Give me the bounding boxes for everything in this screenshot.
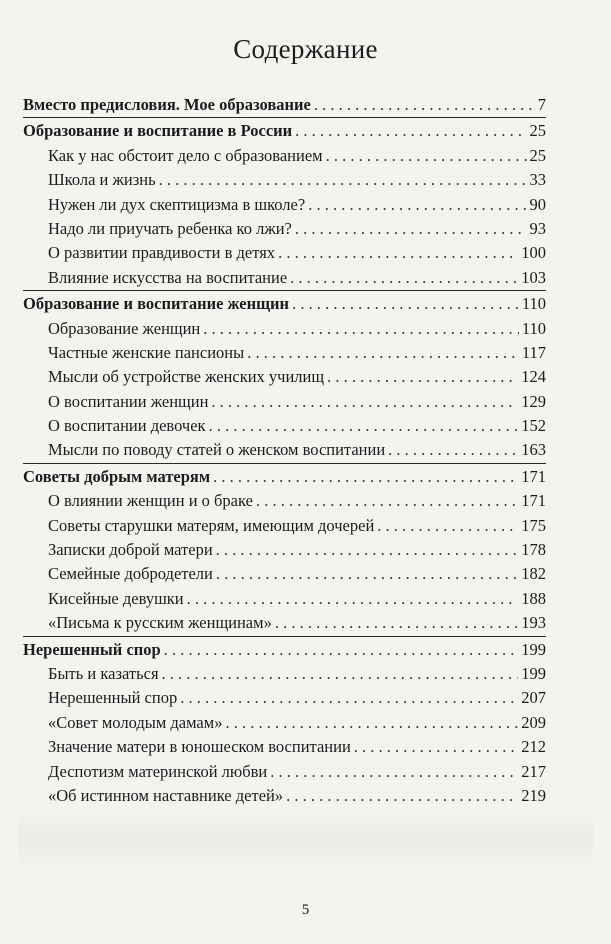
toc-page-number: 199 <box>521 639 546 659</box>
toc-entry-title: О влиянии женщин и о браке <box>48 491 253 511</box>
toc-entry-title: Мысли об устройстве женских училищ <box>48 367 325 387</box>
dot-leader <box>213 465 518 489</box>
toc-entry-title: О воспитании девочек <box>48 416 206 436</box>
toc-page-number: 182 <box>521 564 546 584</box>
toc-entry[interactable] <box>23 438 546 462</box>
toc-entry[interactable] <box>23 217 546 241</box>
dot-leader <box>275 611 518 635</box>
toc-entry-title: Влияние искусства на воспитание <box>48 267 288 287</box>
toc-page-number: 110 <box>521 294 546 314</box>
toc-entry[interactable] <box>23 144 546 168</box>
dot-leader <box>295 119 526 143</box>
toc-entry[interactable] <box>23 514 546 538</box>
toc-section <box>23 292 546 464</box>
toc-entry-title: Значение матери в юношеском воспитании <box>48 737 351 757</box>
toc-entry-title: «Письма к русским женщинам» <box>48 613 272 633</box>
toc-page-number: 219 <box>521 785 546 805</box>
page-number: 5 <box>301 902 310 918</box>
toc-page-number: 100 <box>521 243 546 263</box>
toc-entry-title: Как у нас обстоит дело с образованием <box>48 145 323 165</box>
toc-entry-title: Кисейные девушки <box>48 588 184 608</box>
dot-leader <box>290 266 518 290</box>
toc-entry[interactable] <box>23 390 546 414</box>
toc-section <box>23 93 546 118</box>
toc-entry-title: Мысли по поводу статей о женском воспитании <box>48 440 386 460</box>
toc-entry[interactable] <box>23 587 546 611</box>
toc-page-number: 93 <box>529 218 546 238</box>
toc-page-number: 171 <box>521 466 546 486</box>
toc-entry-title: Быть и казаться <box>48 663 159 683</box>
toc-section <box>23 119 546 291</box>
toc-section-heading[interactable] <box>23 119 546 143</box>
toc-page-number: 209 <box>521 712 546 732</box>
toc-entry-title: Советы старушки матерям, имеющим дочерей <box>48 515 375 535</box>
toc-page-number: 178 <box>521 540 546 560</box>
toc-entry-title: Деспотизм материнской любви <box>48 761 268 781</box>
dot-leader <box>164 638 519 662</box>
toc-entry[interactable] <box>23 317 546 341</box>
toc-section <box>23 638 546 809</box>
toc-entry-title: Школа и жизнь <box>48 170 156 190</box>
toc-entry-title: Нерешенный спор <box>23 639 161 659</box>
toc-page-number: 110 <box>521 318 546 338</box>
dot-leader <box>256 489 518 513</box>
toc-page-number: 90 <box>529 194 546 214</box>
dot-leader <box>225 711 518 735</box>
toc-section-heading[interactable] <box>23 638 546 662</box>
dot-leader <box>203 317 519 341</box>
dot-leader <box>278 241 518 265</box>
toc-entry[interactable] <box>23 686 546 710</box>
toc-entry-title: «Совет молодым дамам» <box>48 712 223 732</box>
toc-entry[interactable] <box>23 735 546 759</box>
toc-page-number: 25 <box>529 145 546 165</box>
toc-entry-title: «Об истинном наставнике детей» <box>48 785 284 805</box>
dot-leader <box>159 168 527 192</box>
toc-page-number: 207 <box>521 688 546 708</box>
toc-page-number: 217 <box>521 761 546 781</box>
toc-entry[interactable] <box>23 538 546 562</box>
dot-leader <box>314 93 535 117</box>
toc-page-number: 7 <box>537 95 546 114</box>
toc-entry[interactable] <box>23 193 546 217</box>
page-title: Содержание <box>233 34 378 64</box>
dot-leader <box>308 193 526 217</box>
toc-entry-title: Надо ли приучать ребенка ко лжи? <box>48 218 292 238</box>
toc-entry[interactable] <box>23 365 546 389</box>
toc-page-number: 171 <box>521 491 546 511</box>
toc-entry-title: Образование женщин <box>48 318 201 338</box>
dot-leader <box>295 217 527 241</box>
toc-entry-title: Нужен ли дух скептицизма в школе? <box>48 194 306 214</box>
dot-leader <box>286 784 518 808</box>
toc-page-number: 25 <box>529 121 546 141</box>
toc-entry-title: Семейные добродетели <box>48 564 213 584</box>
toc-entry[interactable] <box>23 662 546 686</box>
toc-entry[interactable] <box>23 711 546 735</box>
toc-page-number: 193 <box>521 613 546 633</box>
toc-section-heading[interactable] <box>23 93 546 117</box>
toc-entry[interactable] <box>23 784 546 808</box>
toc-page-number: 188 <box>521 588 546 608</box>
toc-page-number: 212 <box>521 737 546 757</box>
toc-entry[interactable] <box>23 489 546 513</box>
toc-page-number: 129 <box>521 391 546 411</box>
dot-leader <box>292 292 519 316</box>
toc-page-number: 199 <box>521 663 546 683</box>
toc-page-number: 124 <box>521 367 546 387</box>
dot-leader <box>216 538 519 562</box>
bleed-through-shadow <box>18 812 593 872</box>
dot-leader <box>209 414 519 438</box>
dot-leader <box>377 514 518 538</box>
toc-page-number: 163 <box>521 440 546 460</box>
dot-leader <box>180 686 518 710</box>
dot-leader <box>247 341 519 365</box>
toc-entry-title: О развитии правдивости в детях <box>48 243 276 263</box>
toc-page-number: 33 <box>529 170 546 190</box>
dot-leader <box>211 390 518 414</box>
toc-section-heading[interactable] <box>23 292 546 316</box>
toc-entry-title: Нерешенный спор <box>48 688 178 708</box>
toc-entry[interactable] <box>23 266 546 290</box>
toc-entry[interactable] <box>23 414 546 438</box>
toc-entry[interactable] <box>23 341 546 365</box>
toc-entry-title: Образование и воспитание женщин <box>23 294 290 314</box>
toc-entry[interactable] <box>23 168 546 192</box>
toc-entry[interactable] <box>23 241 546 265</box>
dot-leader <box>187 587 519 611</box>
dot-leader <box>326 144 527 168</box>
toc-page-number: 117 <box>521 342 546 362</box>
toc-entry[interactable] <box>23 760 546 784</box>
toc-entry[interactable] <box>23 611 546 635</box>
toc-entry-title: Образование и воспитание в России <box>23 121 293 141</box>
toc-entry-title: Записки доброй матери <box>48 540 213 560</box>
toc-entry-title: Частные женские пансионы <box>48 342 245 362</box>
toc-page-number: 152 <box>521 416 546 436</box>
toc-entry[interactable] <box>23 562 546 586</box>
toc-page-number: 103 <box>521 267 546 287</box>
dot-leader <box>354 735 518 759</box>
dot-leader <box>388 438 518 462</box>
toc-section <box>23 465 546 637</box>
toc-entry-title: О воспитании женщин <box>48 391 209 411</box>
toc-entry-title: Вместо предисловия. Мое образование <box>23 95 311 114</box>
toc-page-number: 175 <box>521 515 546 535</box>
dot-leader <box>327 365 518 389</box>
toc-entry-title: Советы добрым матерям <box>23 466 211 486</box>
dot-leader <box>270 760 518 784</box>
dot-leader <box>216 562 518 586</box>
toc-section-heading[interactable] <box>23 465 546 489</box>
table-of-contents <box>23 92 546 808</box>
dot-leader <box>162 662 519 686</box>
